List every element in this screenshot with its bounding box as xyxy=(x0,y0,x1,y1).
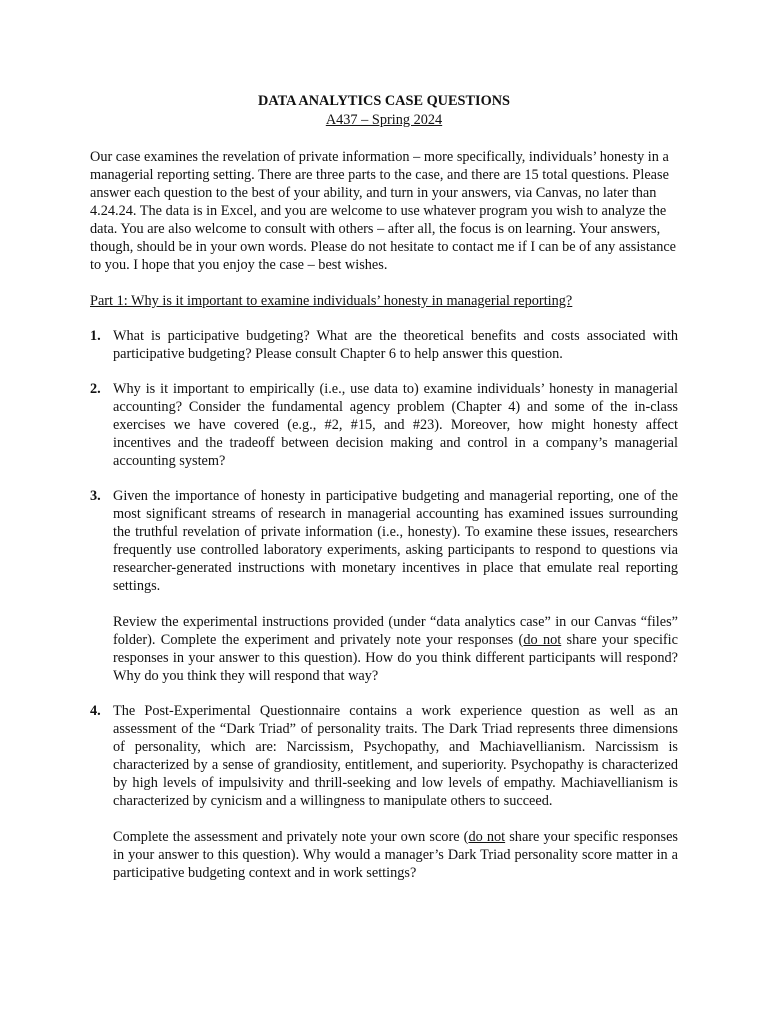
text-run: share your specific responses in your answer to this question). Why would a manager’s Dark Triad personality score matter in a participative budgeting context and in work settings? xyxy=(113,829,678,881)
question-number: 1. xyxy=(90,328,101,344)
emphasis-do-not: do not xyxy=(468,829,506,845)
question-3 xyxy=(90,487,678,685)
question-text: Given the importance of honesty in participative budgeting and managerial reporting, one of the most significant streams of research in managerial accounting has examined issues surrounding the truthful revelation of private information (i.e., honesty). To examine these issues, researchers frequently use controlled laboratory experiments, asking participants to respond to questions via researcher-generated instructions with monetary incentives in place that emulate real reporting settings. xyxy=(113,488,678,594)
question-number: 4. xyxy=(90,703,101,719)
document-page xyxy=(90,92,678,882)
question-2 xyxy=(90,380,678,470)
question-text-continued xyxy=(113,613,678,685)
question-text: The Post-Experimental Questionnaire contains a work experience question as well as an assessment of the “Dark Triad” of personality traits. The Dark Triad represents three dimensions of personality, which are: Narcissism, Psychopathy, and Machiavellianism. Narcissism is characterized by a sense of grandiosity, entitlement, and superiority. Psychopathy is characterized by high levels of impulsivity and thrill-seeking and low levels of empathy. Machiavellianism is characterized by cynicism and a willingness to manipulate others to succeed. xyxy=(113,703,678,809)
question-text-continued xyxy=(113,828,678,882)
question-1 xyxy=(90,327,678,363)
text-run: share your specific responses in your answer to this question). How do you think different participants will respond? Why do you think they will respond that way? xyxy=(113,632,678,684)
document-title: DATA ANALYTICS CASE QUESTIONS xyxy=(258,93,510,109)
text-run: Complete the assessment and privately note your own score ( xyxy=(113,829,469,845)
question-number: 3. xyxy=(90,488,101,504)
part-1-heading: Part 1: Why is it important to examine individuals’ honesty in managerial reporting? xyxy=(90,293,573,309)
intro-paragraph: Our case examines the revelation of private information – more specifically, individuals’ honesty in a managerial reporting setting. There are three parts to the case, and there are 15 total questions. Please answer each question to the best of your ability, and turn in your answers, via Canvas, no later than 4.24.24. The data is in Excel, and you are welcome to use whatever program you wish to analyze the data. You are also welcome to consult with others – after all, the focus is on learning. Your answers, though, should be in your own words. Please do not hesitate to contact me if I can be of any assistance to you. I hope that you enjoy the case – best wishes. xyxy=(90,149,677,273)
question-text: Why is it important to empirically (i.e., use data to) examine individuals’ honesty in managerial accounting? Consider the fundamental agency problem (Chapter 4) and some of the in-class exercises we have covered (e.g., #2, #15, and #23). Moreover, how might honesty affect incentives and the tradeoff between decision making and control in a company’s managerial accounting system? xyxy=(113,381,678,469)
document-subtitle xyxy=(90,111,678,130)
question-text: What is participative budgeting? What are the theoretical benefits and costs associated with participative budgeting? Please consult Chapter 6 to help answer this question. xyxy=(113,328,678,362)
course-term: A437 – Spring 2024 xyxy=(325,112,443,128)
question-number: 2. xyxy=(90,381,101,397)
text-run: Review the experimental instructions provided (under “data analytics case” in our Canvas “files” folder). Complete the experiment and privately note your responses ( xyxy=(113,614,678,648)
emphasis-do-not: do not xyxy=(523,632,562,648)
question-4 xyxy=(90,702,678,882)
